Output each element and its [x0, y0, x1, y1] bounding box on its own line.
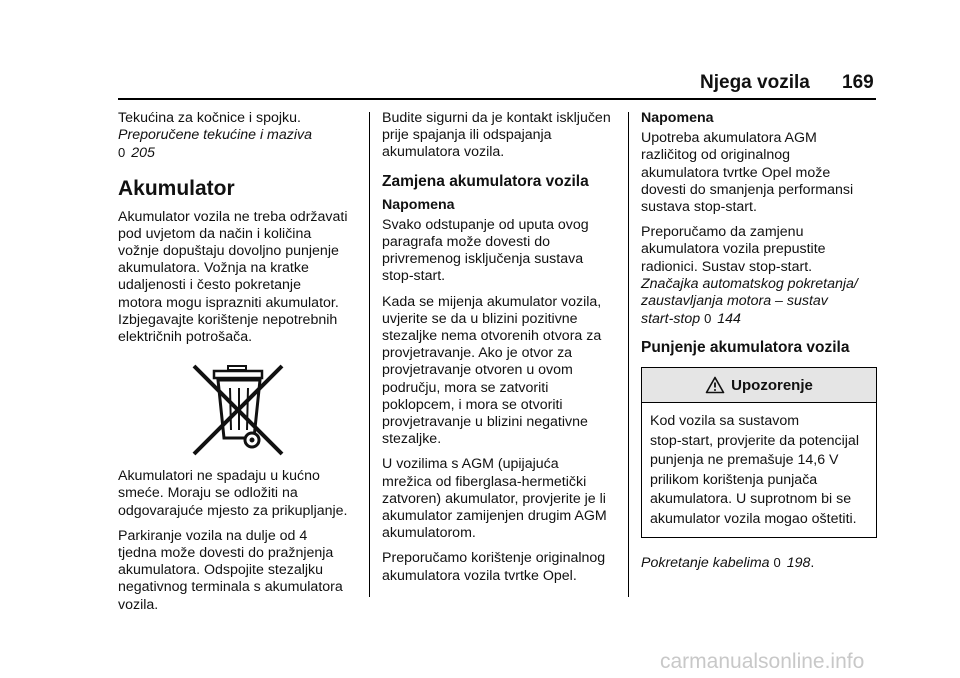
note-paragraph	[641, 130, 877, 216]
text-line: Upotreba akumulatora AGM	[641, 130, 817, 147]
reference-arrow-icon: 0	[704, 311, 712, 327]
text-line: negativnog terminala s akumulatora	[118, 579, 343, 596]
warning-box	[641, 367, 877, 538]
note-heading: Napomena	[641, 110, 714, 126]
subsection-title: Zamjena akumulatora vozila	[382, 172, 589, 190]
text-line: radionici. Sustav stop-start.	[641, 258, 813, 275]
text-line: akumulatora tvrtke Opel može	[641, 164, 831, 181]
text-line: različitog od originalnog	[641, 147, 791, 164]
paragraph	[382, 110, 622, 162]
text-line: prilikom korištenja punjača	[650, 471, 818, 488]
text-line: Kod vozila sa sustavom	[650, 413, 800, 430]
reference-text[interactable]: Značajka automatskog pokretanja/	[641, 275, 858, 292]
text-line: akumulatorom.	[382, 525, 476, 542]
paragraph	[382, 456, 622, 542]
text-line: provjetravanje. Ako je otvor za	[382, 345, 573, 362]
note-paragraph	[382, 217, 622, 286]
text-line: smeće. Moraju se odložiti na	[118, 485, 298, 502]
reference-text[interactable]: zaustavljanja motora – sustav	[641, 293, 828, 310]
text-line: stop-start.	[382, 268, 446, 285]
text-line: Kada se mijenja akumulator vozila,	[382, 293, 602, 310]
text-line: Parkiranje vozila na dulje od 4	[118, 527, 308, 544]
text-line: punjenja ne premašuje 14,6 V	[650, 452, 839, 469]
bin-figure	[118, 364, 358, 456]
page-reference[interactable]: 0 205	[118, 145, 155, 162]
text-line: vožnje dopuštaju dovoljno punjenje	[118, 243, 339, 260]
text-line: akumulatora vozila.	[382, 144, 505, 161]
header-rule	[118, 98, 876, 100]
text-line: odgovarajuće mjesto za prikupljanje.	[118, 502, 348, 519]
text-line: privremenog isključenja sustava	[382, 251, 584, 268]
text-line: pod uvjetom da način i količina	[118, 225, 312, 242]
text-line: Svako odstupanje od uputa ovog	[382, 216, 589, 233]
page-reference[interactable]: start-stop 0 144	[641, 311, 741, 328]
text-line: akumulator zamijenjen drugim AGM	[382, 508, 607, 525]
text-line: provjetravanje u blizini negativne	[382, 414, 588, 431]
subsection-title: Punjenje akumulatora vozila	[641, 339, 850, 357]
text-line: Izbjegavajte korištenje nepotrebnih	[118, 311, 338, 328]
column-3	[641, 110, 877, 581]
note-heading: Napomena	[382, 196, 455, 213]
text-line: vozila.	[118, 596, 159, 613]
text-line: motora mogu isprazniti akumulator.	[118, 294, 339, 311]
paragraph	[118, 528, 358, 614]
text-line: akumulatora. U suprotnom bi se	[650, 491, 852, 508]
text-line: udaljenosti i često pokretanje	[118, 277, 301, 294]
page-reference[interactable]: Pokretanje kabelima 0 198.	[641, 555, 815, 572]
jump-start-reference	[641, 554, 877, 572]
warning-triangle-icon	[705, 376, 725, 394]
text-line: akumulatora vozila tvrtke Opel.	[382, 567, 577, 584]
text-line: Akumulatori ne spadaju u kućno	[118, 468, 320, 485]
text-line: dovesti do smanjenja performansi	[641, 181, 854, 198]
text-line: sustava stop-start.	[641, 199, 757, 216]
watermark: carmanualsonline.info	[660, 650, 865, 673]
warning-body	[642, 403, 876, 537]
text-line: poklopcem, i mora se otvoriti	[382, 396, 563, 413]
text-line: U vozilima s AGM (upijajuća	[382, 456, 559, 473]
reference-arrow-icon: 0	[773, 555, 781, 571]
column-divider	[369, 112, 370, 597]
text-line: Tekućina za kočnice i spojku.	[118, 110, 301, 126]
intro-paragraph	[118, 110, 358, 163]
text-line: uvjerite se da u blizini pozitivne	[382, 310, 578, 327]
warning-header	[642, 368, 876, 403]
text-line: mrežica od fiberglasa-hermetički	[382, 473, 587, 490]
text-line: električnih potrošača.	[118, 329, 253, 346]
text-line: akumulatora vozila prepustite	[641, 241, 826, 258]
text-line: paragrafa može dovesti do	[382, 234, 550, 251]
text-line: Preporučamo da zamjenu	[641, 224, 804, 241]
text-line: stezaljke nema otvorenih otvora za	[382, 328, 602, 345]
reference-text[interactable]: Preporučene tekućine i maziva	[118, 127, 312, 144]
header-title: Njega vozila	[700, 72, 810, 93]
column-divider	[628, 112, 629, 597]
paragraph	[382, 550, 622, 584]
section-title: Akumulator	[118, 176, 235, 200]
text-line: akumulatora. Vožnja na kratke	[118, 260, 309, 277]
text-line: stezaljke.	[382, 431, 442, 448]
text-line: zatvoren) akumulator, provjerite je li	[382, 490, 606, 507]
column-2	[382, 110, 622, 593]
text-line: tjedna može dovesti do pražnjenja	[118, 545, 334, 562]
text-line: Akumulator vozila ne treba održavati	[118, 208, 348, 225]
text-line: prije spajanja ili odspajanja	[382, 127, 552, 144]
page-number: 169	[842, 72, 874, 93]
text-line: akumulatora. Odspojite stezaljku	[118, 562, 324, 579]
warning-title: Upozorenje	[731, 376, 813, 394]
text-line: Preporučamo korištenje originalnog	[382, 550, 606, 567]
column-1	[118, 110, 358, 622]
paragraph	[118, 209, 358, 347]
paragraph	[382, 294, 622, 449]
text-line: Budite sigurni da je kontakt isključen	[382, 110, 611, 126]
paragraph	[118, 468, 358, 520]
text-line: stop-start, provjerite da potencijal	[650, 432, 859, 449]
text-line: provjetravanje otvoren u ovom	[382, 362, 573, 379]
crossed-out-wheelie-bin-icon	[190, 364, 286, 456]
text-line: području, mora se zatvoriti	[382, 379, 549, 396]
text-line: akumulator vozila mogao oštetiti.	[650, 510, 857, 527]
reference-arrow-icon: 0	[118, 145, 126, 161]
paragraph	[641, 224, 877, 328]
